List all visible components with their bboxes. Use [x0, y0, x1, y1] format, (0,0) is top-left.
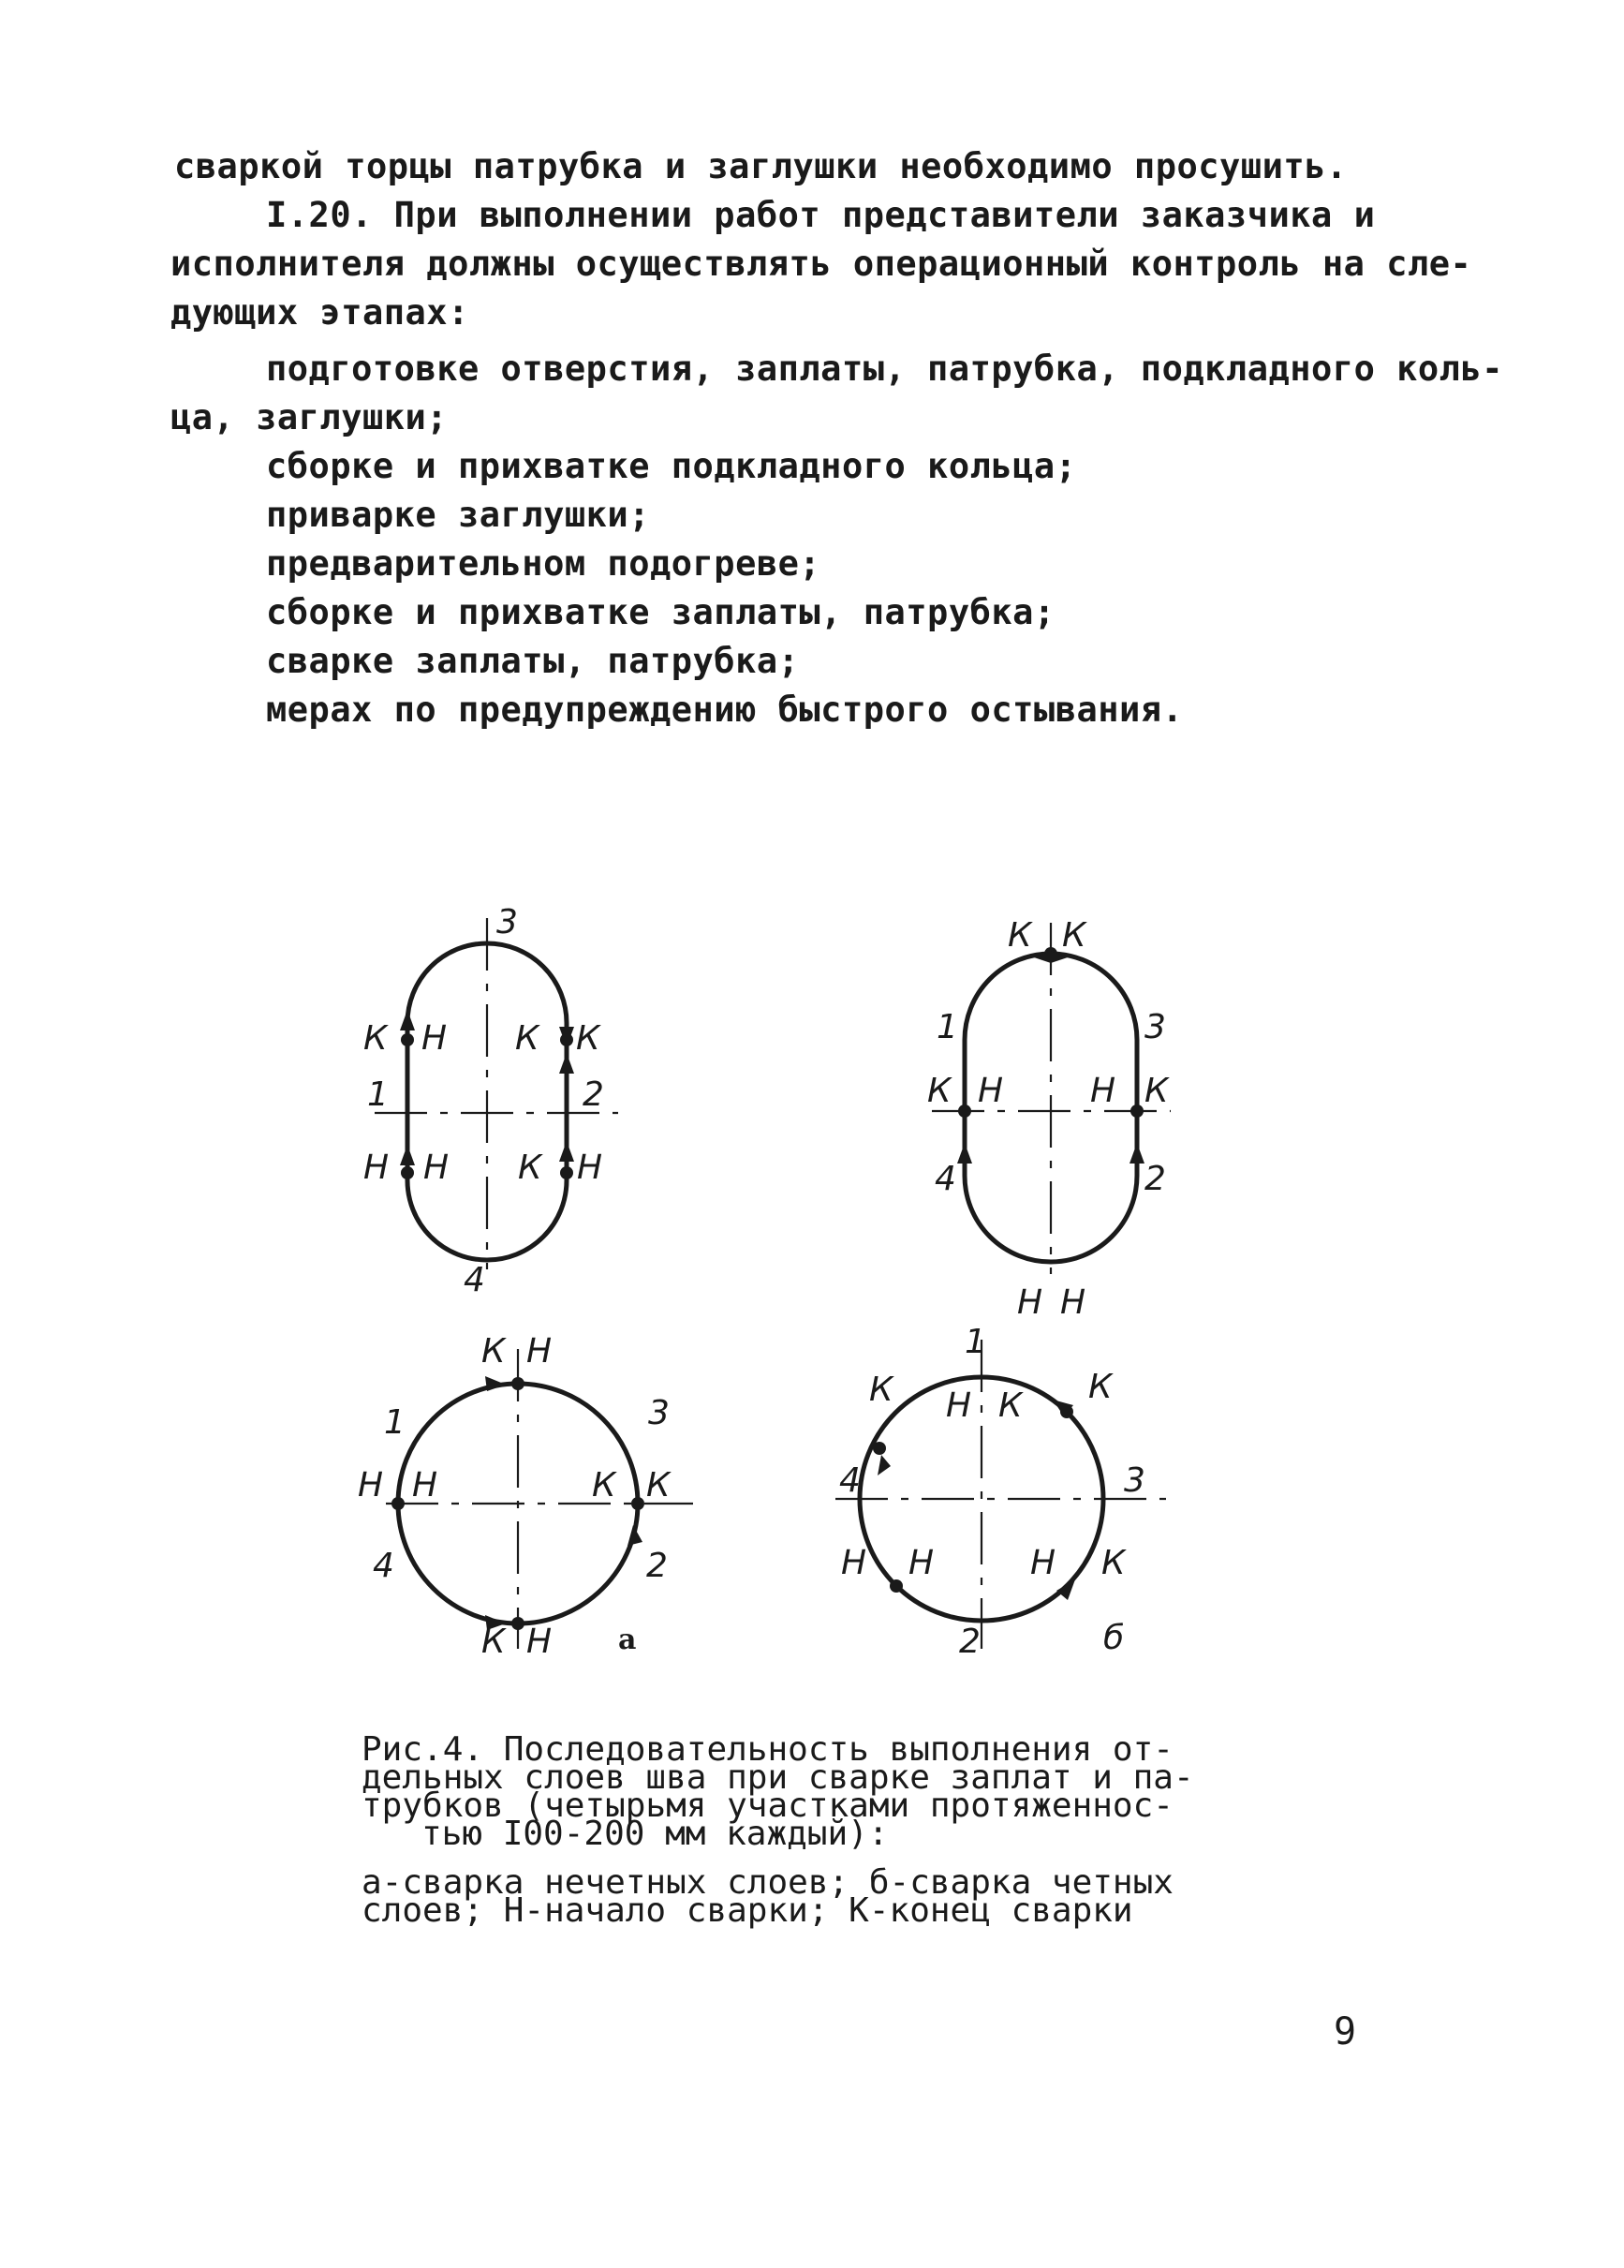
- label-h: Н: [978, 1072, 1004, 1110]
- diagram-circle-a: [358, 1332, 693, 1661]
- label-number: 3: [648, 1394, 670, 1432]
- label-h: Н: [412, 1466, 438, 1505]
- label-number: 4: [464, 1261, 485, 1299]
- text-line: мерах по предупреждению быстрого остывания.: [266, 689, 1184, 730]
- label-h: Н: [1030, 1544, 1056, 1582]
- label-k: К: [927, 1072, 952, 1110]
- label-h: Н: [841, 1544, 867, 1582]
- label-k: К: [518, 1149, 542, 1187]
- label-h: Н: [1060, 1283, 1086, 1322]
- point-dot: [511, 1377, 524, 1390]
- label-k: К: [1101, 1544, 1126, 1582]
- label-number: 3: [1124, 1461, 1145, 1500]
- label-k: К: [1088, 1368, 1113, 1406]
- label-k: К: [515, 1019, 539, 1058]
- arrow-icon: [1056, 1579, 1075, 1600]
- label-h: Н: [358, 1466, 384, 1505]
- label-number: 4: [373, 1547, 394, 1585]
- label-h: Н: [526, 1623, 553, 1661]
- label-number: 2: [959, 1623, 981, 1661]
- label-h: Н: [421, 1019, 448, 1058]
- point-dot: [560, 1166, 573, 1179]
- page-number: 9: [1334, 2010, 1357, 2053]
- point-dot: [890, 1579, 903, 1593]
- label-number: 1: [937, 1008, 958, 1046]
- point-dot: [401, 1166, 414, 1179]
- arrow-icon: [878, 1455, 891, 1475]
- label-h: Н: [1090, 1072, 1116, 1110]
- label-number: 2: [646, 1547, 668, 1585]
- diagram-stadium-a: [363, 903, 618, 1299]
- label-k: К: [1144, 1072, 1169, 1110]
- label-number: 1: [965, 1323, 986, 1361]
- text-line: подготовке отверстия, заплаты, патрубка, подкладного коль-: [266, 348, 1504, 389]
- caption-line: дельных слоев шва при сварке заплат и па-: [362, 1758, 1194, 1797]
- subfigure-label: б: [1103, 1619, 1125, 1657]
- caption-line: трубков (четырьмя участками протяженнос-: [362, 1786, 1174, 1825]
- diagram-circle-b: [835, 1323, 1166, 1661]
- caption-line: тью I00-200 мм каждый):: [421, 1815, 889, 1853]
- label-h: Н: [363, 1149, 390, 1187]
- point-dot: [873, 1442, 886, 1455]
- point-dot: [958, 1104, 971, 1118]
- label-h: Н: [423, 1149, 450, 1187]
- point-dot: [511, 1617, 524, 1630]
- label-k: К: [646, 1466, 671, 1505]
- label-number: 3: [1144, 1008, 1166, 1046]
- label-number: 2: [583, 1075, 604, 1114]
- caption-line: Рис.4. Последовательность выполнения от-: [362, 1730, 1174, 1769]
- label-number: 4: [839, 1461, 861, 1500]
- text-line: сборке и прихватке подкладного кольца;: [266, 446, 1077, 486]
- text-line: ца, заглушки;: [170, 397, 449, 437]
- label-h: Н: [946, 1386, 972, 1425]
- label-k: К: [869, 1371, 893, 1409]
- label-h: Н: [908, 1544, 935, 1582]
- subfigure-label: а: [618, 1623, 637, 1656]
- text-line: предварительном подогреве;: [266, 543, 821, 584]
- label-h: Н: [526, 1332, 553, 1371]
- point-dot: [1130, 1104, 1144, 1118]
- diagram-stadium-b: [927, 916, 1171, 1322]
- label-k: К: [592, 1466, 616, 1505]
- arrow-icon: [400, 1145, 415, 1165]
- text-line: дующих этапах:: [170, 292, 469, 333]
- caption-line: а-сварка нечетных слоев; б-сварка четных: [362, 1863, 1174, 1902]
- arrow-icon: [957, 1143, 972, 1164]
- label-k: К: [481, 1332, 506, 1371]
- label-number: 1: [384, 1403, 406, 1442]
- arrow-icon: [485, 1376, 506, 1391]
- label-h: Н: [1017, 1283, 1043, 1322]
- arrow-icon: [559, 1053, 574, 1074]
- label-k: К: [1062, 916, 1086, 955]
- label-number: 3: [496, 903, 518, 941]
- label-k: К: [576, 1019, 600, 1058]
- point-dot: [631, 1497, 644, 1510]
- label-k: К: [363, 1019, 388, 1058]
- point-dot: [391, 1497, 405, 1510]
- label-k: К: [998, 1386, 1023, 1425]
- arrow-icon: [1129, 1143, 1144, 1164]
- arrow-icon: [559, 1141, 574, 1162]
- label-h: Н: [577, 1149, 603, 1187]
- text-line: приварке заглушки;: [266, 495, 650, 535]
- label-k: К: [481, 1623, 506, 1661]
- label-number: 2: [1144, 1160, 1166, 1198]
- point-dot: [401, 1033, 414, 1046]
- text-line: сборке и прихватке заплаты, патрубка;: [266, 592, 1056, 632]
- text-line: сварке заплаты, патрубка;: [266, 641, 800, 681]
- text-line: I.20. При выполнении работ представители заказчика и: [266, 195, 1376, 235]
- arrow-icon: [400, 1010, 415, 1030]
- text-line: сваркой торцы патрубка и заглушки необходимо просушить.: [174, 146, 1348, 186]
- label-k: К: [1008, 916, 1032, 955]
- label-number: 1: [367, 1075, 389, 1114]
- caption-line: слоев; Н-начало сварки; К-конец сварки: [362, 1891, 1133, 1930]
- label-number: 4: [935, 1160, 956, 1198]
- text-line: исполнителя должны осуществлять операционный контроль на сле-: [170, 244, 1472, 284]
